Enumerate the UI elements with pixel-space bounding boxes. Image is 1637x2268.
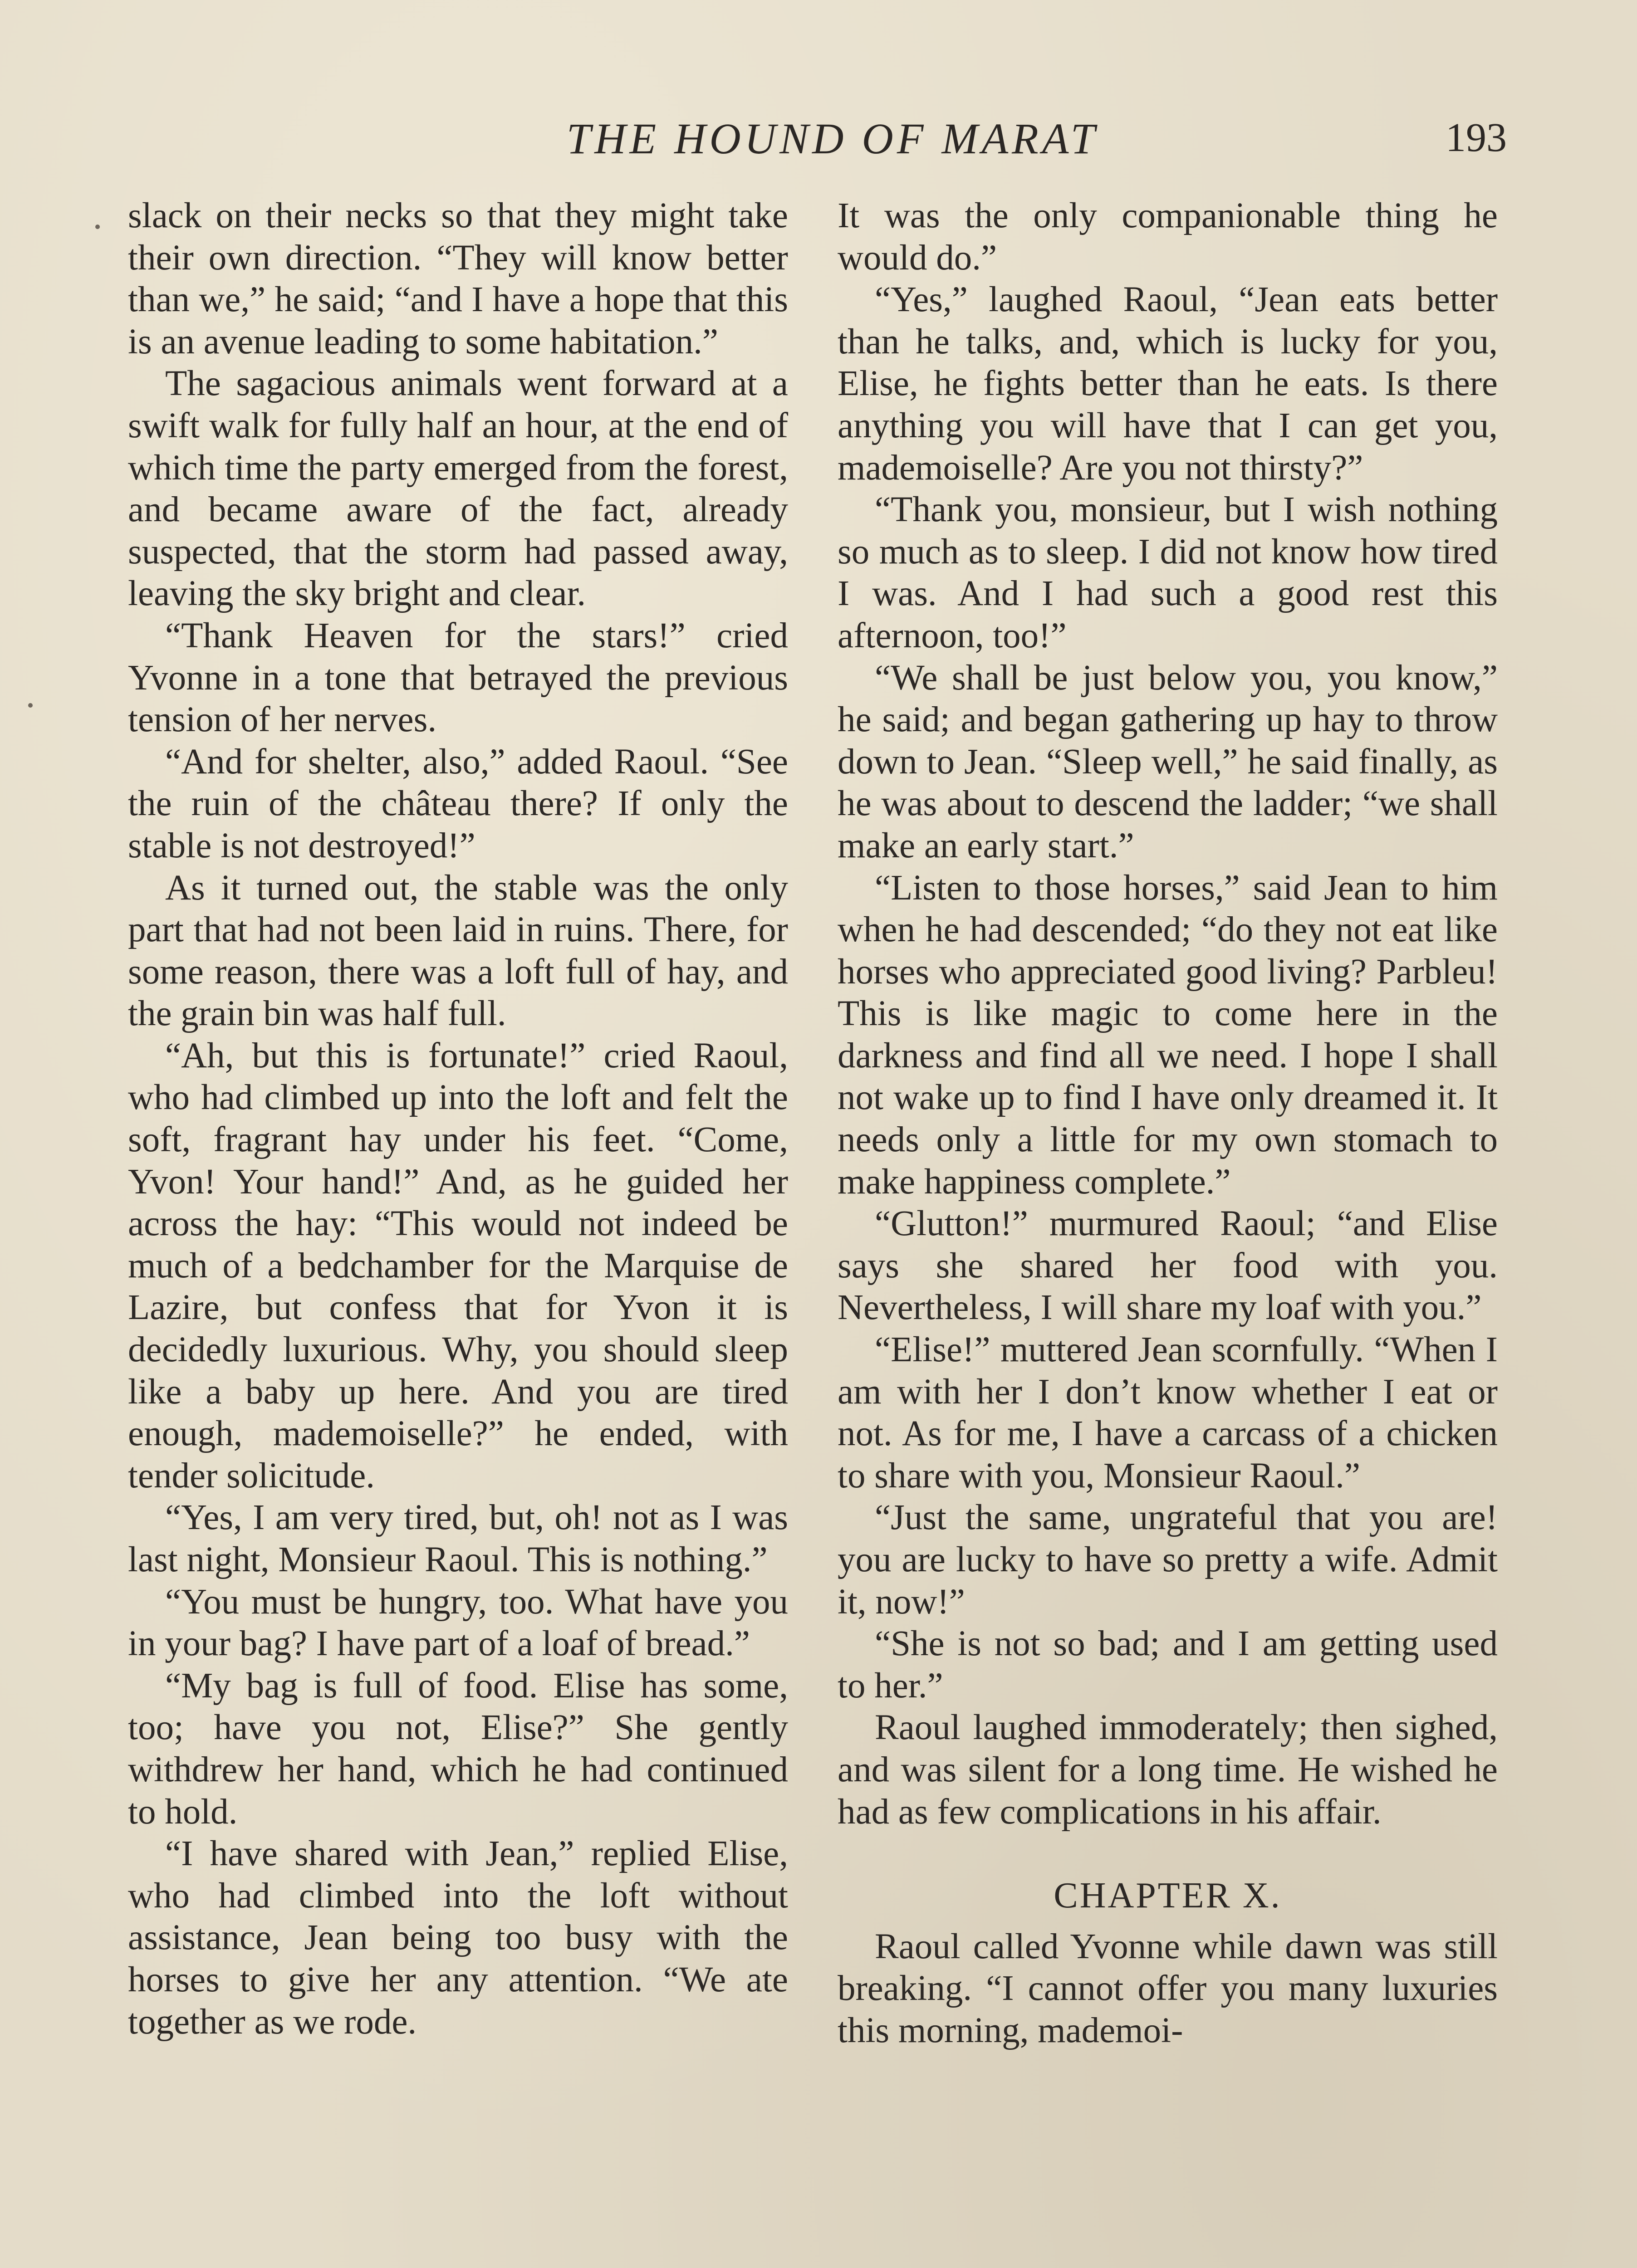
right-column [838,195,1498,2052]
paragraph: It was the only companionable thing he would do.” [838,196,1498,278]
paragraph: Raoul laughed immoderately; then sighed, and was silent for a long time. He wished he had as few complications in his affair. [838,1708,1498,1832]
chapter-heading: CHAPTER X. [1054,1876,1282,1916]
paragraph: “Yes, I am very tired, but, oh! not as I was last night, Monsieur Raoul. This is nothing.” [128,1498,788,1579]
paragraph: “Glutton!” murmured Raoul; “and Elise says she shared her food with you. Nevertheless, I will share my loaf with you.” [838,1204,1498,1328]
paragraph: “I have shared with Jean,” replied Elise, who had climbed into the loft without assistance, Jean being too busy with the horses to give her any attention. “We ate together as we rode. [128,1834,788,2042]
right-column-text-after-chapter [838,1926,1498,2052]
paper-speck [95,225,100,229]
paragraph: “Thank Heaven for the stars!” cried Yvonne in a tone that betrayed the previous tension of her nerves. [128,616,788,740]
paragraph: “Thank you, monsieur, but I wish nothing so much as to sleep. I did not know how tired I was. And I had such a good rest this afternoon, too!” [838,490,1498,655]
left-column [128,195,788,2043]
paragraph: “You must be hungry, too. What have you in your bag? I have part of a loaf of bread.” [128,1582,788,1664]
paragraph: slack on their necks so that they might take their own direction. “They will know better than we,” he said; “and I have a hope that this is an avenue leading to some habitation.” [128,196,788,362]
paragraph: “Listen to those horses,” said Jean to him when he had descended; “do they not eat like horses who appreciated good living? Parbleu! This is like magic to come here in the darkness and find all we need. I hope I shall not wake up to find I have only dreamed it. It needs only a little for my own stomach to make happiness complete.” [838,868,1498,1202]
paragraph: “And for shelter, also,” added Raoul. “See the ruin of the château there? If only the stable is not destroyed!” [128,742,788,865]
paragraph: “She is not so bad; and I am getting used to her.” [838,1624,1498,1706]
paragraph: “Just the same, ungrateful that you are! you are lucky to have so pretty a wife. Admit it, now!” [838,1498,1498,1622]
paragraph: “We shall be just below you, you know,” he said; and began gathering up hay to throw down to Jean. “Sleep well,” he said finally, as he was about to descend the ladder; “we shall make an early start.” [838,658,1498,865]
paper-speck [28,703,33,708]
page-number: 193 [1446,115,1507,160]
paragraph: As it turned out, the stable was the only part that had not been laid in ruins. There, for some reason, there was a loft full of hay, and the grain bin was half full. [128,868,788,1034]
paragraph: The sagacious animals went forward at a swift walk for fully half an hour, at the end of which time the party emerged from the forest, and became aware of the fact, already suspected, that the storm had passed away, leaving the sky bright and clear. [128,364,788,614]
paragraph: Raoul called Yvonne while dawn was still breaking. “I cannot offer you many luxuries this morning, mademoi- [838,1926,1498,2050]
paragraph: “Elise!” muttered Jean scornfully. “When I am with her I don’t know whether I eat or not. As for me, I have a carcass of a chicken to share with you, Monsieur Raoul.” [838,1330,1498,1496]
right-column-text-before-chapter [838,195,1498,1833]
running-title: THE HOUND OF MARAT [566,114,1099,163]
paragraph: “My bag is full of food. Elise has some, too; have you not, Elise?” She gently withdrew her hand, which he had continued to hold. [128,1666,788,1832]
paragraph: “Ah, but this is fortunate!” cried Raoul, who had climbed up into the loft and felt the soft, fragrant hay under his feet. “Come, Yvon! Your hand!” And, as he guided her across the hay: “This would not indeed be much of a bedchamber for the Marquise de Lazire, but confess that for Yvon it is decidedly luxurious. Why, you should sleep like a baby up here. And you are tired enough, mademoiselle?” he ended, with tender solicitude. [128,1036,788,1496]
paragraph: “Yes,” laughed Raoul, “Jean eats better than he talks, and, which is lucky for you, Elise, he fights better than he eats. Is there anything you will have that I can get you, mademoiselle? Are you not thirsty?” [838,280,1498,488]
